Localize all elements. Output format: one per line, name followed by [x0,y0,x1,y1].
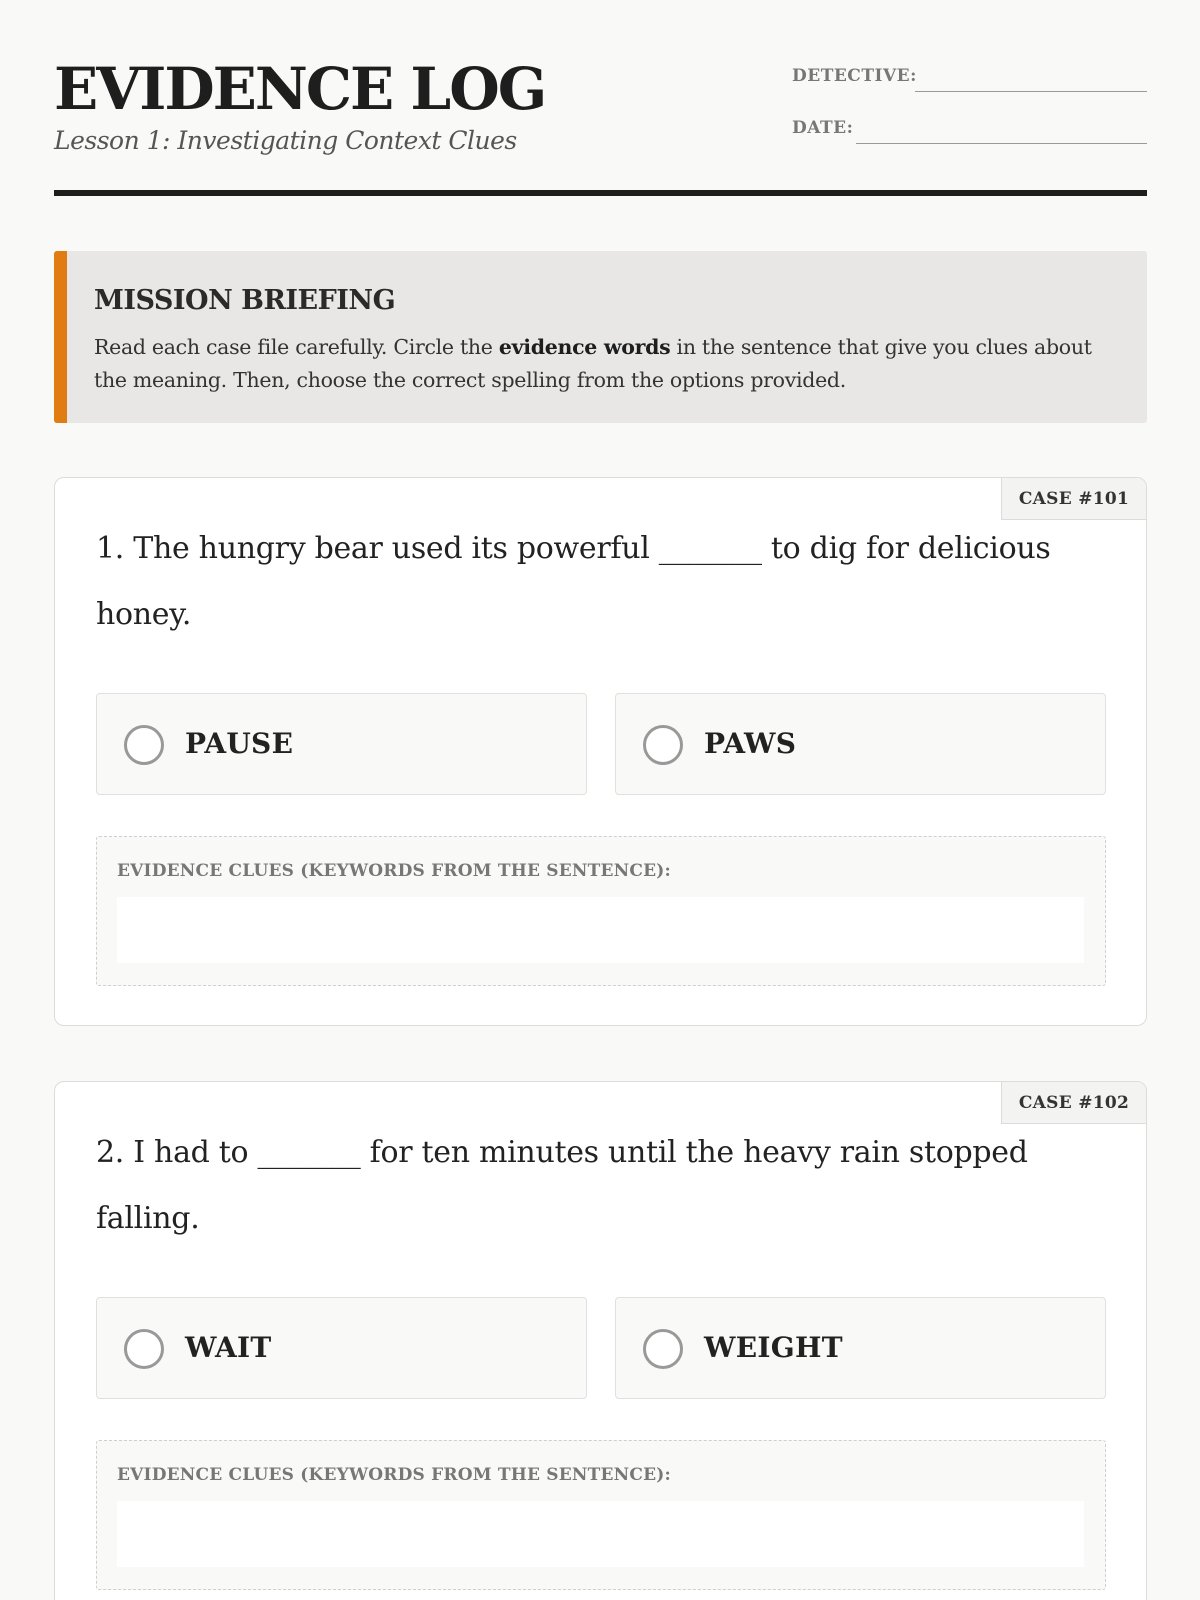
answer-option[interactable] [615,693,1106,795]
briefing-text-end: in the sentence that give you clues about the meaning. Then, choose the correct spelling from the options provided. [94,335,1092,392]
evidence-clues-box [96,836,1106,986]
page-subtitle: Lesson 1: Investigating Context Clues [54,126,517,155]
briefing-text-bold: evidence words [498,335,671,359]
case-question: 1. The hungry bear used its powerful _______ to dig for delicious honey. [96,531,1051,632]
case-tag: CASE #101 [1001,478,1146,520]
option-label: PAUSE [185,727,294,760]
answer-option[interactable] [96,693,587,795]
option-label: WAIT [185,1331,272,1364]
mission-briefing [54,251,1147,423]
option-label: PAWS [704,727,797,760]
evidence-clues-label: EVIDENCE CLUES (KEYWORDS FROM THE SENTENCE): [117,861,672,881]
briefing-title: MISSION BRIEFING [94,285,396,316]
detective-field [782,62,1147,92]
evidence-clues-box [96,1440,1106,1590]
evidence-clues-label: EVIDENCE CLUES (KEYWORDS FROM THE SENTENCE): [117,1465,672,1485]
detective-label: DETECTIVE: [792,66,917,86]
page-title: EVIDENCE LOG [54,55,546,123]
date-label: DATE: [792,118,854,138]
evidence-clues-input[interactable] [117,897,1084,963]
date-field [782,114,1147,144]
worksheet-page [54,0,1147,1600]
case-card [54,477,1147,1026]
evidence-clues-input[interactable] [117,1501,1084,1567]
date-line[interactable] [856,143,1147,144]
case-card [54,1081,1147,1600]
detective-line[interactable] [915,91,1147,92]
radio-circle-icon[interactable] [643,1329,683,1369]
answer-options [96,693,1106,795]
header-rule [54,190,1147,196]
radio-circle-icon[interactable] [124,1329,164,1369]
answer-option[interactable] [96,1297,587,1399]
radio-circle-icon[interactable] [124,725,164,765]
case-question: 2. I had to _______ for ten minutes until the heavy rain stopped falling. [96,1135,1028,1236]
answer-options [96,1297,1106,1399]
case-tag: CASE #102 [1001,1082,1146,1124]
header [54,56,1147,196]
option-label: WEIGHT [704,1331,843,1364]
answer-option[interactable] [615,1297,1106,1399]
briefing-text-start: Read each case file carefully. Circle the [94,335,499,359]
briefing-text [94,331,1114,397]
briefing-accent-bar [54,251,67,423]
radio-circle-icon[interactable] [643,725,683,765]
